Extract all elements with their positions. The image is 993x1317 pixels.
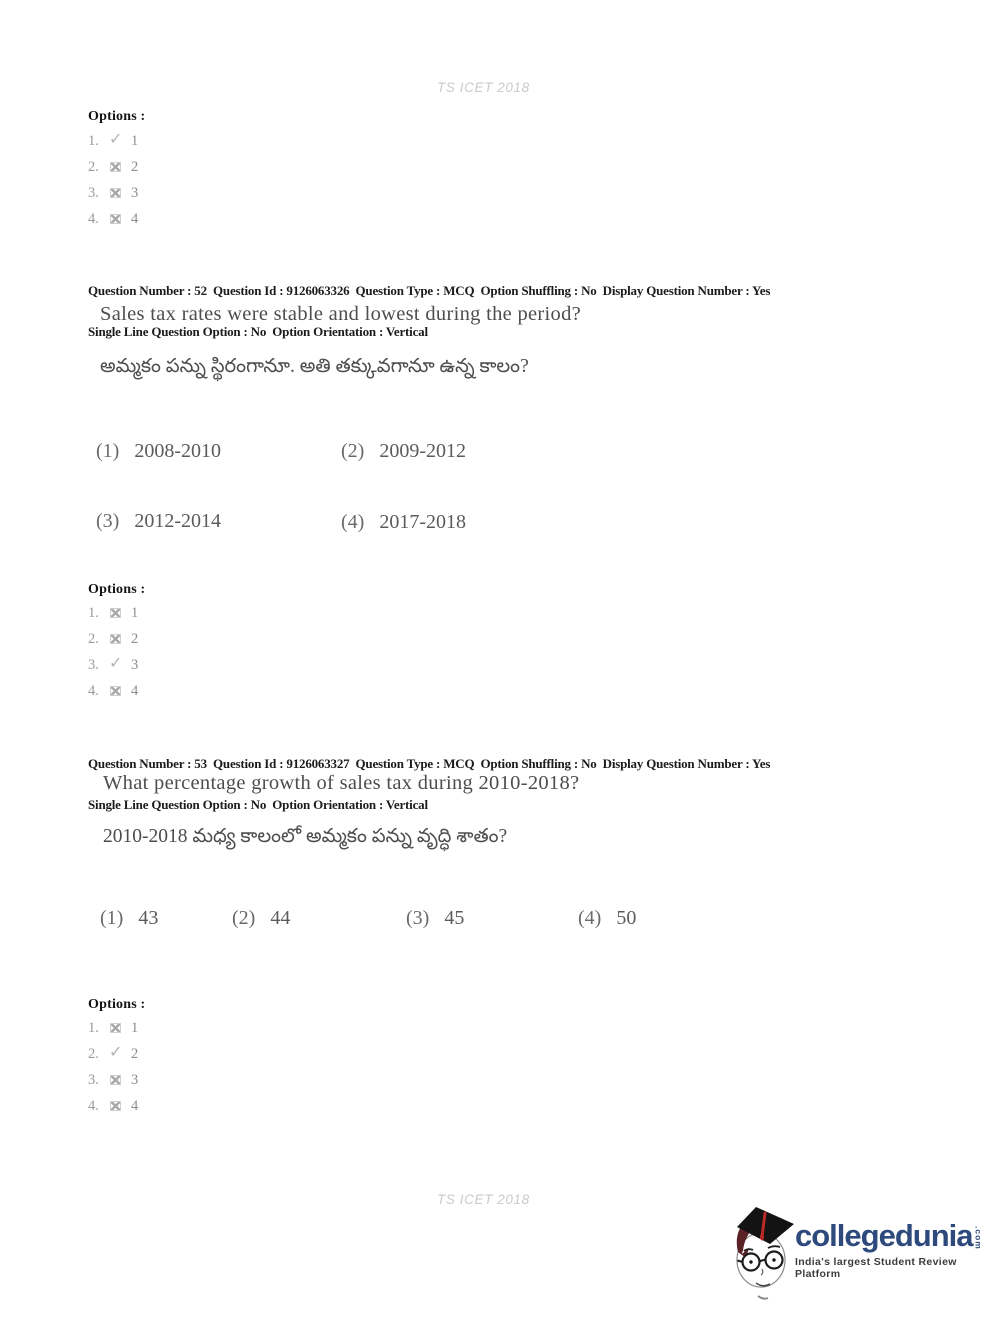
brand-tagline: India's largest Student Review Platform xyxy=(795,1256,957,1280)
question-53-choice-2 xyxy=(232,907,290,930)
choice-value: 2012-2014 xyxy=(134,510,221,532)
check-icon xyxy=(110,136,121,146)
option-value: 4 xyxy=(131,210,139,227)
cross-icon xyxy=(110,214,121,224)
options-label: Options : xyxy=(88,109,146,124)
cross-icon xyxy=(110,1075,121,1085)
check-icon xyxy=(110,1049,121,1059)
choice-label: (4) xyxy=(341,511,365,533)
question-header-line2: Single Line Question Option : No Option Orientation : Vertical xyxy=(88,796,428,812)
option-number: 2. xyxy=(88,1045,99,1062)
choice-value: 44 xyxy=(270,907,291,929)
option-value: 4 xyxy=(131,1097,139,1114)
choice-value: 2009-2012 xyxy=(379,440,466,462)
choice-value: 50 xyxy=(616,907,637,929)
brand-tld: .com xyxy=(973,1226,984,1250)
option-result-row xyxy=(88,1045,138,1063)
question-53-text-telugu: 2010-2018 మధ్య కాలంలో అమ్మకం పన్ను వృద్ధి శాతం? xyxy=(103,826,508,847)
question-53-choice-1 xyxy=(100,907,158,930)
collegedunia-mascot-icon xyxy=(731,1204,797,1302)
choice-label: (3) xyxy=(406,907,430,929)
question-header-line1: Question Number : 53 Question Id : 9126063327 Question Type : MCQ Option Shuffling : No Display Question Number : Yes xyxy=(88,756,771,771)
question-header-line2: Single Line Question Option : No Option Orientation : Vertical xyxy=(88,323,428,339)
option-number: 3. xyxy=(88,656,99,673)
choice-value: 45 xyxy=(444,907,465,929)
choice-value: 43 xyxy=(138,907,159,929)
option-value: 3 xyxy=(131,656,139,673)
option-number: 2. xyxy=(88,630,99,647)
option-result-row xyxy=(88,682,138,700)
option-result-row xyxy=(88,132,138,150)
options-label: Options : xyxy=(88,582,146,597)
cross-icon xyxy=(110,1023,121,1033)
choice-label: (2) xyxy=(341,440,365,462)
brand-text-block xyxy=(795,1220,991,1280)
option-result-row xyxy=(88,184,138,202)
option-value: 2 xyxy=(131,158,139,175)
option-result-row xyxy=(88,604,138,622)
watermark-bottom: TS ICET 2018 xyxy=(437,1192,530,1207)
choice-label: (1) xyxy=(96,440,120,462)
question-53-choice-4 xyxy=(578,907,636,930)
option-value: 1 xyxy=(131,1019,139,1036)
option-number: 3. xyxy=(88,1071,99,1088)
option-number: 1. xyxy=(88,604,99,621)
option-result-row xyxy=(88,158,138,176)
cross-icon xyxy=(110,686,121,696)
question-53-text-english: What percentage growth of sales tax during 2010-2018? xyxy=(103,772,580,794)
option-value: 2 xyxy=(131,1045,139,1062)
option-number: 3. xyxy=(88,184,99,201)
option-result-row xyxy=(88,1019,138,1037)
question-52-text-telugu: అమ్మకం పన్ను స్థిరంగానూ. అతి తక్కువగానూ ఉన్న కాలం? xyxy=(100,356,529,377)
collegedunia-logo xyxy=(731,1204,991,1304)
question-52-choice-4 xyxy=(341,511,466,534)
watermark-top: TS ICET 2018 xyxy=(437,80,530,95)
option-number: 1. xyxy=(88,1019,99,1036)
option-number: 2. xyxy=(88,158,99,175)
choice-label: (2) xyxy=(232,907,256,929)
question-52-choice-2 xyxy=(341,440,466,463)
option-number: 4. xyxy=(88,682,99,699)
option-value: 2 xyxy=(131,630,139,647)
option-result-row xyxy=(88,630,138,648)
question-53-choice-3 xyxy=(406,907,464,930)
option-number: 4. xyxy=(88,210,99,227)
question-52-text-english: Sales tax rates were stable and lowest during the period? xyxy=(100,303,582,325)
question-header-line1: Question Number : 52 Question Id : 9126063326 Question Type : MCQ Option Shuffling : No Display Question Number : Yes xyxy=(88,283,771,298)
question-52-choice-1 xyxy=(96,440,221,463)
option-number: 1. xyxy=(88,132,99,149)
option-value: 4 xyxy=(131,682,139,699)
choice-label: (3) xyxy=(96,510,120,532)
option-number: 4. xyxy=(88,1097,99,1114)
choice-label: (1) xyxy=(100,907,124,929)
option-value: 1 xyxy=(131,132,139,149)
option-result-row xyxy=(88,1071,138,1089)
cross-icon xyxy=(110,162,121,172)
options-label: Options : xyxy=(88,997,146,1012)
option-result-row xyxy=(88,1097,138,1115)
choice-value: 2008-2010 xyxy=(134,440,221,462)
cross-icon xyxy=(110,634,121,644)
option-result-row xyxy=(88,210,138,228)
check-icon xyxy=(110,660,121,670)
cross-icon xyxy=(110,1101,121,1111)
choice-value: 2017-2018 xyxy=(379,511,466,533)
option-value: 3 xyxy=(131,184,139,201)
question-52-choice-3 xyxy=(96,510,221,533)
cross-icon xyxy=(110,608,121,618)
brand-name: collegedunia xyxy=(795,1218,973,1253)
option-value: 3 xyxy=(131,1071,139,1088)
choice-label: (4) xyxy=(578,907,602,929)
option-value: 1 xyxy=(131,604,139,621)
option-result-row xyxy=(88,656,138,674)
cross-icon xyxy=(110,188,121,198)
